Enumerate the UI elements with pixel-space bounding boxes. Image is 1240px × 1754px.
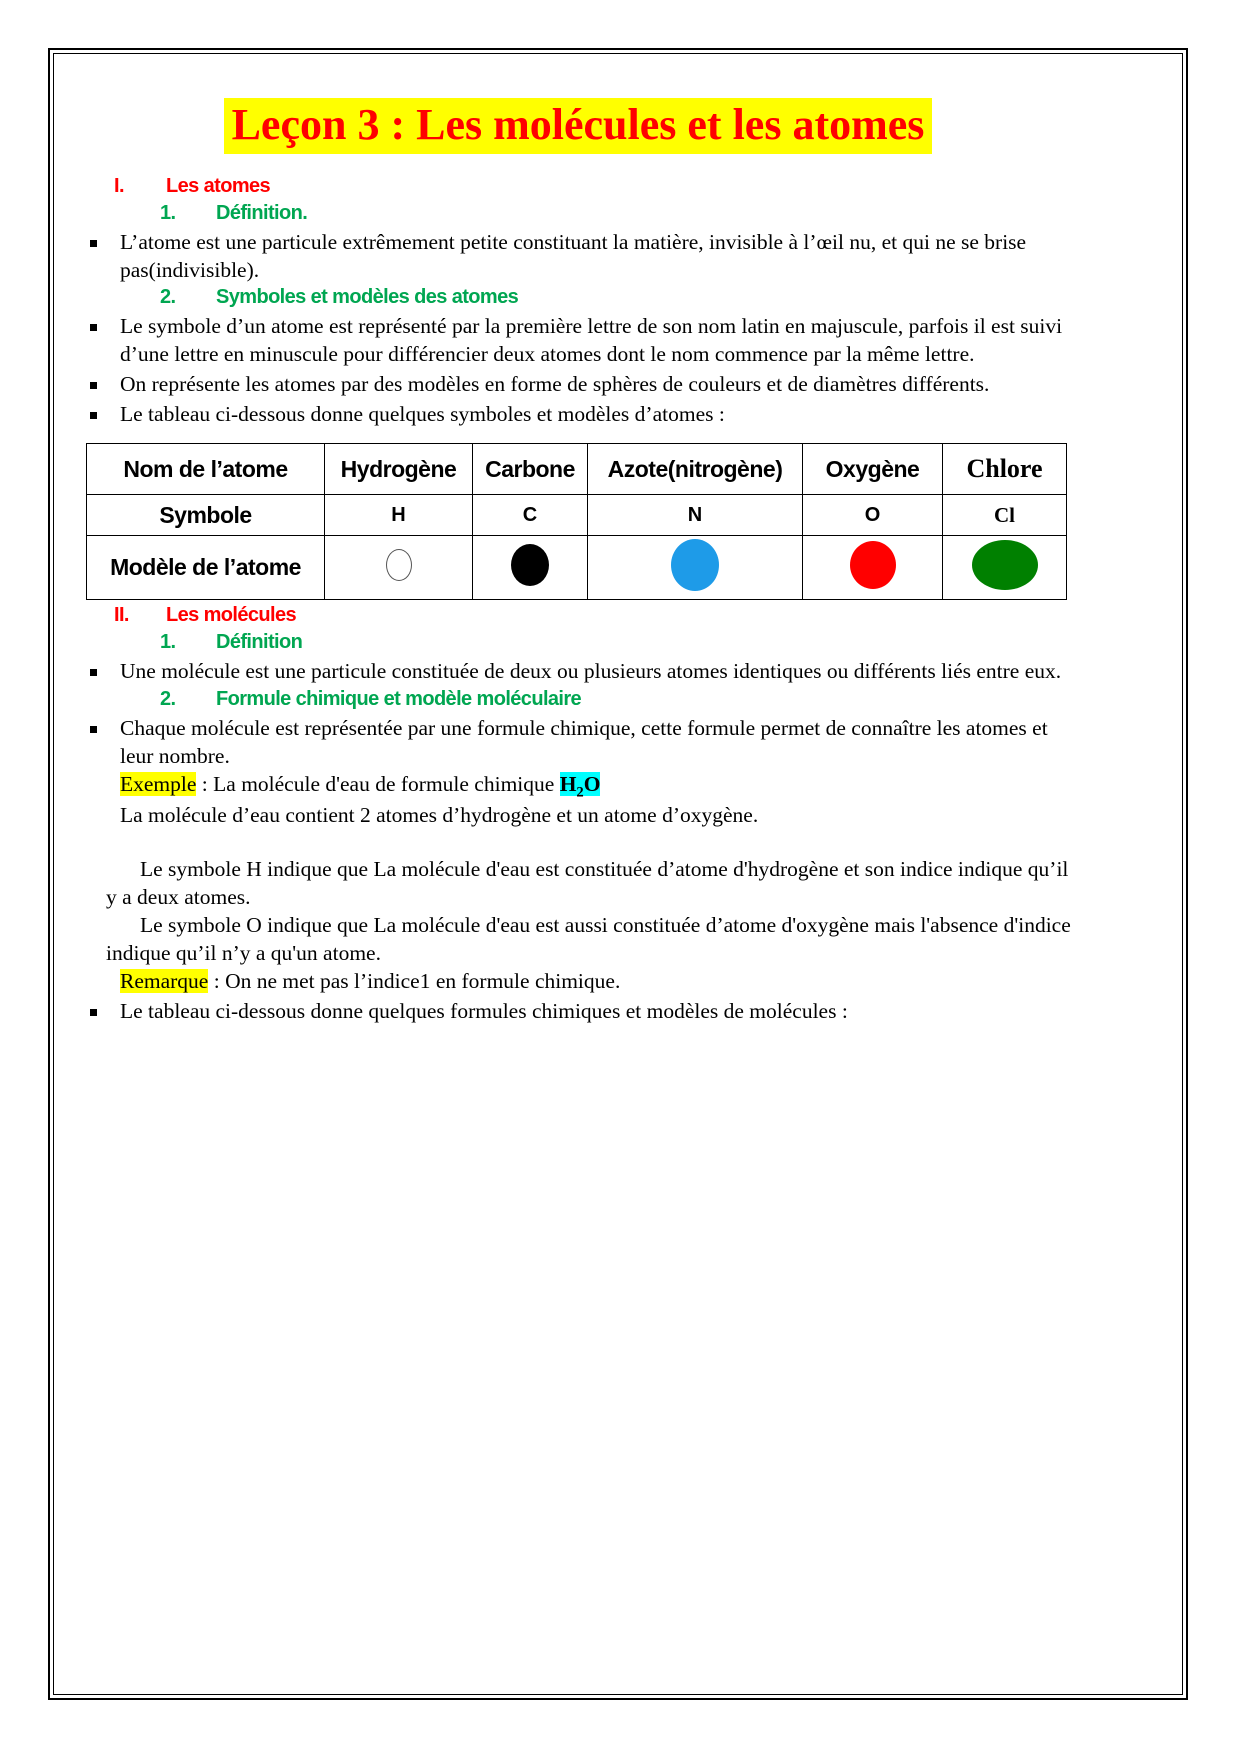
example-line-2: La molécule d’eau contient 2 atomes d’hydrogène et un atome d’oxygène. xyxy=(120,803,759,828)
bullet-table-intro-molecules: Le tableau ci-dessous donne quelques formules chimiques et modèles de molécules : xyxy=(78,998,1078,1026)
atom-name-oxygene: Oxygène xyxy=(803,444,943,495)
atom-model-cell-hydrogene xyxy=(325,536,473,600)
example-line xyxy=(78,771,1078,802)
explanation-oxygen: Le symbole O indique que La molécule d'eau est aussi constituée d’atome d'oxygène mais l'absence d'indice indique qu’il n’y a qu'un atome. xyxy=(106,913,1071,966)
heading-section-2-label: Les molécules xyxy=(166,604,297,627)
bullet-symbol-rule: Le symbole d’un atome est représenté par la première lettre de son nom latin en majuscule, parfois il est suivi d’une lettre en minuscule pour différencier deux atomes dont le nom commence par la même lettre. xyxy=(78,313,1078,369)
heading-section-1-1 xyxy=(160,200,1078,227)
paragraph-spacer xyxy=(78,830,1078,856)
heading-section-1-number: I. xyxy=(114,174,124,197)
atom-model-cell-chlore xyxy=(943,536,1067,600)
atom-name-carbone: Carbone xyxy=(473,444,588,495)
bullet-molecule-definition: Une molécule est une particule constituée de deux ou plusieurs atomes identiques ou différents liés entre eux. xyxy=(78,658,1078,686)
heading-section-1-2-label: Symboles et modèles des atomes xyxy=(216,286,519,309)
atom-model-sphere-oxygene xyxy=(850,541,896,589)
remark-line xyxy=(78,968,1078,996)
document-content xyxy=(78,70,1078,1026)
page-title-text: Leçon 3 : Les molécules et les atomes xyxy=(224,98,933,154)
atom-model-sphere-carbone xyxy=(511,544,549,586)
atom-name-chlore: Chlore xyxy=(943,444,1067,495)
heading-section-2 xyxy=(114,602,1078,629)
heading-section-2-1 xyxy=(160,629,1078,656)
example-label: Exemple xyxy=(120,772,197,797)
row-label-symbol: Symbole xyxy=(87,495,325,536)
water-formula-index: 2 xyxy=(576,784,584,801)
atom-name-azote: Azote(nitrogène) xyxy=(588,444,803,495)
remark-text: : On ne met pas l’indice1 en formule chimique. xyxy=(208,969,621,994)
atom-symbol-hydrogene: H xyxy=(325,495,473,536)
heading-section-2-1-number: 1. xyxy=(160,631,176,654)
row-label-model: Modèle de l’atome xyxy=(87,536,325,600)
page-title xyxy=(78,100,1078,151)
table-row-atom-model xyxy=(87,536,1067,600)
bullet-table-intro-atoms: Le tableau ci-dessous donne quelques symboles et modèles d’atomes : xyxy=(78,401,1078,429)
atom-symbol-oxygene: O xyxy=(803,495,943,536)
bullet-sphere-models: On représente les atomes par des modèles en forme de sphères de couleurs et de diamètres différents. xyxy=(78,371,1078,399)
bullet-chemical-formula: Chaque molécule est représentée par une formule chimique, cette formule permet de connaître les atomes et leur nombre. xyxy=(78,715,1078,771)
atoms-table xyxy=(86,443,1067,600)
table-row-atom-name xyxy=(87,444,1067,495)
atom-model-sphere-chlore xyxy=(972,540,1038,590)
bullet-atom-definition: L’atome est une particule extrêmement petite constituant la matière, invisible à l’œil nu, et qui ne se brise pas(indivisible). xyxy=(78,229,1078,285)
row-label-name: Nom de l’atome xyxy=(87,444,325,495)
heading-section-2-2-number: 2. xyxy=(160,688,176,711)
atom-model-sphere-azote xyxy=(671,539,719,591)
table-row-atom-symbol xyxy=(87,495,1067,536)
heading-section-2-number: II. xyxy=(114,604,129,627)
water-formula xyxy=(559,772,601,801)
atom-symbol-carbone: C xyxy=(473,495,588,536)
heading-section-2-1-label: Définition xyxy=(216,631,303,654)
heading-section-1-2-number: 2. xyxy=(160,286,176,309)
heading-section-1-label: Les atomes xyxy=(166,174,271,197)
atom-model-cell-azote xyxy=(588,536,803,600)
atom-name-hydrogene: Hydrogène xyxy=(325,444,473,495)
heading-section-1-2 xyxy=(160,284,1078,311)
explanation-hydrogen: Le symbole H indique que La molécule d'eau est constituée d’atome d'hydrogène et son indice indique qu’il y a deux atomes. xyxy=(106,857,1069,910)
heading-section-1-1-number: 1. xyxy=(160,201,176,224)
atom-symbol-azote: N xyxy=(588,495,803,536)
heading-section-1 xyxy=(114,173,1078,200)
water-formula-h: H xyxy=(559,772,577,797)
atom-model-cell-carbone xyxy=(473,536,588,600)
example-text: : La molécule d'eau de formule chimique xyxy=(196,772,560,797)
atom-symbol-chlore: Cl xyxy=(943,495,1067,536)
remark-label: Remarque xyxy=(120,969,209,994)
atom-model-sphere-hydrogene xyxy=(386,549,412,581)
heading-section-2-2 xyxy=(160,686,1078,713)
water-formula-o: O xyxy=(583,772,601,797)
heading-section-1-1-label: Définition. xyxy=(216,201,308,224)
heading-section-2-2-label: Formule chimique et modèle moléculaire xyxy=(216,688,582,711)
atom-model-cell-oxygene xyxy=(803,536,943,600)
